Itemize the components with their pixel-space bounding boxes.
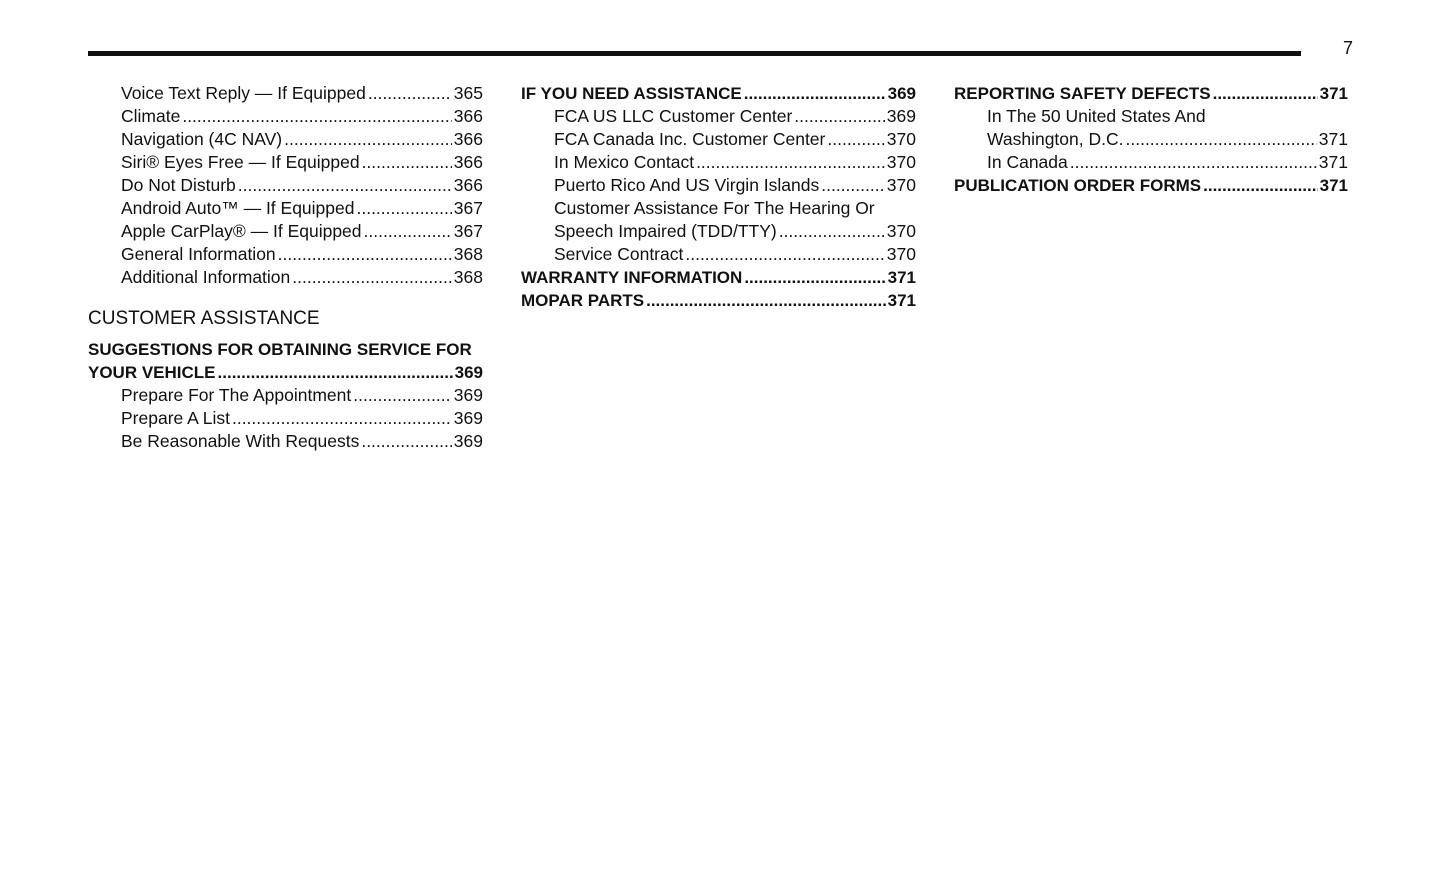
toc-section-label: MOPAR PARTS [521, 291, 645, 310]
toc-entry-page: 366 [453, 175, 483, 195]
toc-entry[interactable] [88, 407, 483, 430]
toc-entry-label: FCA Canada Inc. Customer Center [554, 129, 826, 149]
toc-entry[interactable] [88, 105, 483, 128]
toc-entry-page: 368 [453, 267, 483, 287]
toc-entry-page: 370 [886, 221, 916, 241]
dot-leader [218, 361, 453, 384]
dot-leader [696, 151, 885, 174]
toc-entry[interactable] [521, 243, 916, 266]
dot-leader [1070, 151, 1317, 174]
toc-entry[interactable] [88, 243, 483, 266]
toc-entry[interactable] [521, 151, 916, 174]
dot-leader [685, 243, 884, 266]
toc-entry-label: Be Reasonable With Requests [121, 431, 360, 451]
toc-entry[interactable] [88, 384, 483, 407]
toc-column-2 [521, 82, 916, 312]
dot-leader [821, 174, 885, 197]
dot-leader [362, 151, 452, 174]
toc-section-page: 369 [454, 363, 483, 382]
toc-entry-label: Service Contract [554, 244, 684, 264]
toc-entry-label: Puerto Rico And US Virgin Islands [554, 175, 820, 195]
toc-entry-label: In Canada [987, 152, 1068, 172]
toc-entry-label: Do Not Disturb [121, 175, 236, 195]
toc-entry-page: 370 [886, 152, 916, 172]
dot-leader [284, 128, 452, 151]
toc-entry-page: 370 [886, 244, 916, 264]
dot-leader [779, 220, 885, 243]
dot-leader [1213, 82, 1318, 105]
toc-entry-label: Climate [121, 106, 181, 126]
dot-leader [182, 105, 451, 128]
toc-section-entry[interactable] [954, 82, 1348, 105]
toc-entry-page: 371 [1318, 129, 1348, 149]
dot-leader [827, 128, 884, 151]
dot-leader [361, 430, 451, 453]
dot-leader [1203, 174, 1318, 197]
toc-entry[interactable] [521, 220, 916, 243]
toc-entry-page: 366 [453, 152, 483, 172]
toc-entry-label: Additional Information [121, 267, 291, 287]
toc-entry[interactable] [521, 174, 916, 197]
toc-section-page: 371 [887, 268, 916, 287]
toc-entry-page: 366 [453, 129, 483, 149]
toc-entry-page: 365 [453, 83, 483, 103]
dot-leader [794, 105, 885, 128]
toc-entry-page: 371 [1318, 152, 1348, 172]
toc-section-entry[interactable] [954, 174, 1348, 197]
toc-entry-label: Siri® Eyes Free — If Equipped [121, 152, 360, 172]
toc-entry-label: Android Auto™ — If Equipped [121, 198, 355, 218]
dot-leader [238, 174, 452, 197]
toc-section-label: IF YOU NEED ASSISTANCE [521, 84, 742, 103]
toc-section-entry[interactable] [88, 361, 483, 384]
toc-entry-label: Apple CarPlay® — If Equipped [121, 221, 362, 241]
toc-entry-page: 369 [453, 408, 483, 428]
toc-entry-label: Prepare For The Appointment [121, 385, 352, 405]
dot-leader [646, 289, 886, 312]
page-number: 7 [1342, 38, 1353, 58]
chapter-heading: CUSTOMER ASSISTANCE [88, 308, 320, 329]
toc-entry[interactable] [88, 174, 483, 197]
toc-entry[interactable] [521, 105, 916, 128]
toc-section-label: REPORTING SAFETY DEFECTS [954, 84, 1211, 103]
toc-section-page: 371 [1319, 176, 1348, 195]
toc-entry-page: 370 [886, 129, 916, 149]
toc-entry[interactable] [88, 151, 483, 174]
toc-entry[interactable] [88, 220, 483, 243]
toc-column-1 [88, 82, 483, 453]
toc-entry-label: In Mexico Contact [554, 152, 695, 172]
header-rule [88, 51, 1301, 56]
dot-leader [368, 82, 452, 105]
dot-leader [356, 197, 451, 220]
toc-entry-label: Navigation (4C NAV) [121, 129, 283, 149]
toc-entry-page: 366 [453, 106, 483, 126]
toc-section-entry[interactable] [521, 289, 916, 312]
toc-section-label: PUBLICATION ORDER FORMS [954, 176, 1202, 195]
dot-leader [364, 220, 452, 243]
toc-entry[interactable] [88, 82, 483, 105]
toc-section-page: 369 [887, 84, 916, 103]
toc-entry[interactable] [954, 151, 1348, 174]
dot-leader [292, 266, 452, 289]
toc-entry-page: 370 [886, 175, 916, 195]
toc-section-label-line2: YOUR VEHICLE [88, 363, 216, 382]
toc-entry-label: Voice Text Reply — If Equipped [121, 83, 366, 103]
toc-entry-page: 367 [453, 198, 483, 218]
dot-leader [1126, 128, 1317, 151]
toc-entry-page: 369 [453, 385, 483, 405]
toc-entry-label-line2: Speech Impaired (TDD/TTY) [554, 221, 777, 241]
toc-section-label-line1[interactable]: SUGGESTIONS FOR OBTAINING SERVICE FOR [88, 340, 472, 359]
toc-section-page: 371 [887, 291, 916, 310]
toc-column-3 [954, 82, 1348, 197]
toc-entry-label: Prepare A List [121, 408, 230, 428]
dot-leader [744, 82, 886, 105]
toc-entry-label-line2: Washington, D.C. [987, 129, 1124, 149]
toc-entry-label-line1[interactable]: In The 50 United States And [987, 106, 1206, 126]
toc-entry[interactable] [88, 197, 483, 220]
dot-leader [353, 384, 452, 407]
toc-entry-label-line1[interactable]: Customer Assistance For The Hearing Or [554, 198, 875, 218]
toc-entry[interactable] [521, 128, 916, 151]
dot-leader [232, 407, 452, 430]
dot-leader [278, 243, 452, 266]
dot-leader [744, 266, 885, 289]
toc-section-entry[interactable] [521, 266, 916, 289]
toc-entry-page: 369 [453, 431, 483, 451]
toc-entry[interactable] [88, 430, 483, 453]
toc-entry-page: 368 [453, 244, 483, 264]
toc-entry[interactable] [88, 128, 483, 151]
toc-entry[interactable] [88, 266, 483, 289]
toc-section-page: 371 [1319, 84, 1348, 103]
toc-entry[interactable] [954, 128, 1348, 151]
toc-section-label: WARRANTY INFORMATION [521, 268, 743, 287]
toc-entry-page: 367 [453, 221, 483, 241]
toc-section-entry[interactable] [521, 82, 916, 105]
toc-entry-page: 369 [886, 106, 916, 126]
toc-entry-label: General Information [121, 244, 276, 264]
toc-entry-label: FCA US LLC Customer Center [554, 106, 793, 126]
